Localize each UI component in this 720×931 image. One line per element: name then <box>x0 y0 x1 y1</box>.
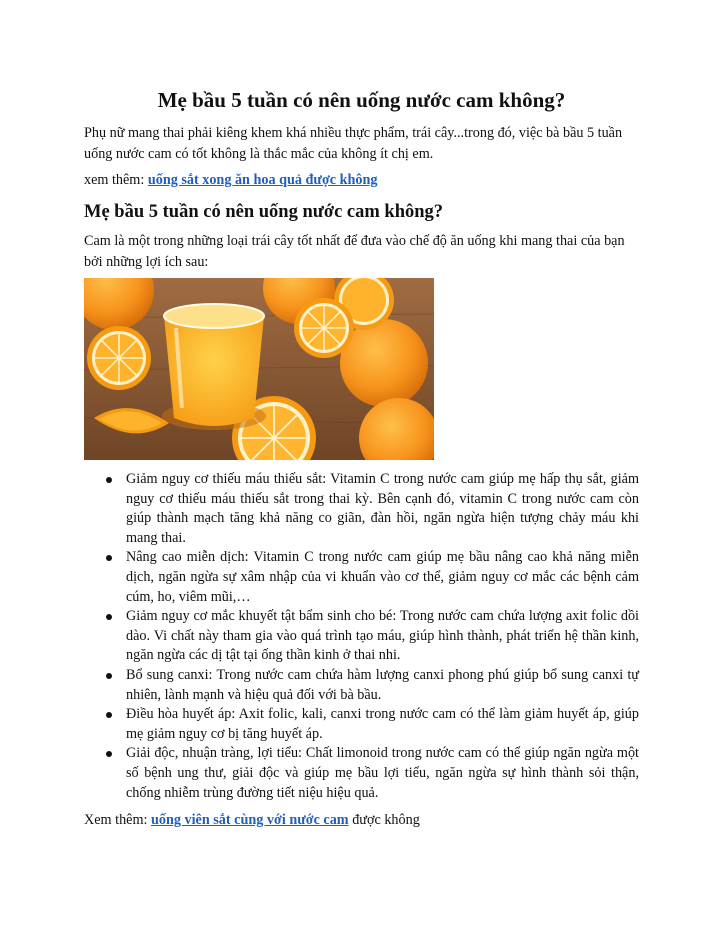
bullet-icon <box>106 673 112 679</box>
bullet-icon <box>106 555 112 561</box>
list-item-text: Nâng cao miễn dịch: Vitamin C trong nước cam giúp mẹ bầu nâng cao khả năng miễn dịch, ngăn ngừa sự xâm nhập của vi khuẩn vào cơ thể, giảm nguy cơ mắc các bệnh cảm cúm, ho, viêm mũi,… <box>126 549 639 605</box>
section-heading: Mẹ bầu 5 tuần có nên uống nước cam không? <box>84 202 444 222</box>
page-title: Mẹ bầu 5 tuần có nên uống nước cam không? <box>157 88 566 112</box>
bullet-icon <box>106 751 112 757</box>
list-item <box>126 705 639 744</box>
list-item <box>126 744 639 803</box>
list-item-text: Giảm nguy cơ thiếu máu thiếu sắt: Vitamin C trong nước cam giúp mẹ hấp thụ sắt, giảm nguy cơ thiếu máu thiếu sắt trong thai kỳ. Bên cạnh đó, vitamin C trong nước cam còn giúp thành mạch tăng khả năng co giãn, đàn hồi, ngăn ngừa hiện tượng chảy máu khi mang thai. <box>126 471 639 546</box>
see-also-line-2 <box>84 810 420 831</box>
list-item-text: Bổ sung canxi: Trong nước cam chứa hàm lượng canxi phong phú giúp bổ sung canxi tự nhiên, lành mạnh và hiệu quả đối với bà bầu. <box>126 666 639 703</box>
list-item-text: Giải độc, nhuận tràng, lợi tiểu: Chất limonoid trong nước cam có thể giúp ngăn ngừa một số bệnh ung thư, giải độc và giúp mẹ bầu lợi tiểu, ngăn ngừa sự hình thành sỏi thận, chống nhiễm trùng đường tiết niệu hiệu quả. <box>126 745 639 801</box>
see-also-prefix: Xem thêm: <box>84 812 151 828</box>
list-item <box>126 607 639 666</box>
bullet-icon <box>106 477 112 483</box>
see-also-suffix: được không <box>348 812 420 828</box>
section-paragraph: Cam là một trong những loại trái cây tốt nhất để đưa vào chế độ ăn uống khi mang thai của bạn bởi những lợi ích sau: <box>84 233 625 270</box>
see-also-prefix: xem thêm: <box>84 172 148 188</box>
list-item <box>126 470 639 548</box>
list-item <box>126 666 639 705</box>
bullet-icon <box>106 712 112 718</box>
list-item <box>126 548 639 607</box>
bullet-icon <box>106 614 112 620</box>
list-item-text: Điều hòa huyết áp: Axit folic, kali, canxi trong nước cam có thể làm giảm huyết áp, giúp mẹ giảm nguy cơ bị tăng huyết áp. <box>126 706 639 742</box>
intro-paragraph: Phụ nữ mang thai phải kiêng khem khá nhiều thực phẩm, trái cây...trong đó, việc bà bầu 5 tuần uống nước cam có tốt không là thắc mắc của không ít chị em. <box>84 125 623 162</box>
orange-juice-photo <box>84 278 434 460</box>
see-also-link-2[interactable]: uống viên sắt cùng với nước cam <box>150 812 349 828</box>
see-also-link-1[interactable]: uống sắt xong ăn hoa quả được không <box>147 172 378 188</box>
benefits-list <box>84 470 639 803</box>
see-also-line-1 <box>84 170 378 191</box>
list-item-text: Giảm nguy cơ mắc khuyết tật bẩm sinh cho bé: Trong nước cam chứa lượng axit folic dồi dào. Vi chất này tham gia vào quá trình tạo máu, giúp hình thành, phát triển hệ thần kinh, ngăn ngừa các dị tật tại ống thần kinh ở thai nhi. <box>126 608 639 664</box>
